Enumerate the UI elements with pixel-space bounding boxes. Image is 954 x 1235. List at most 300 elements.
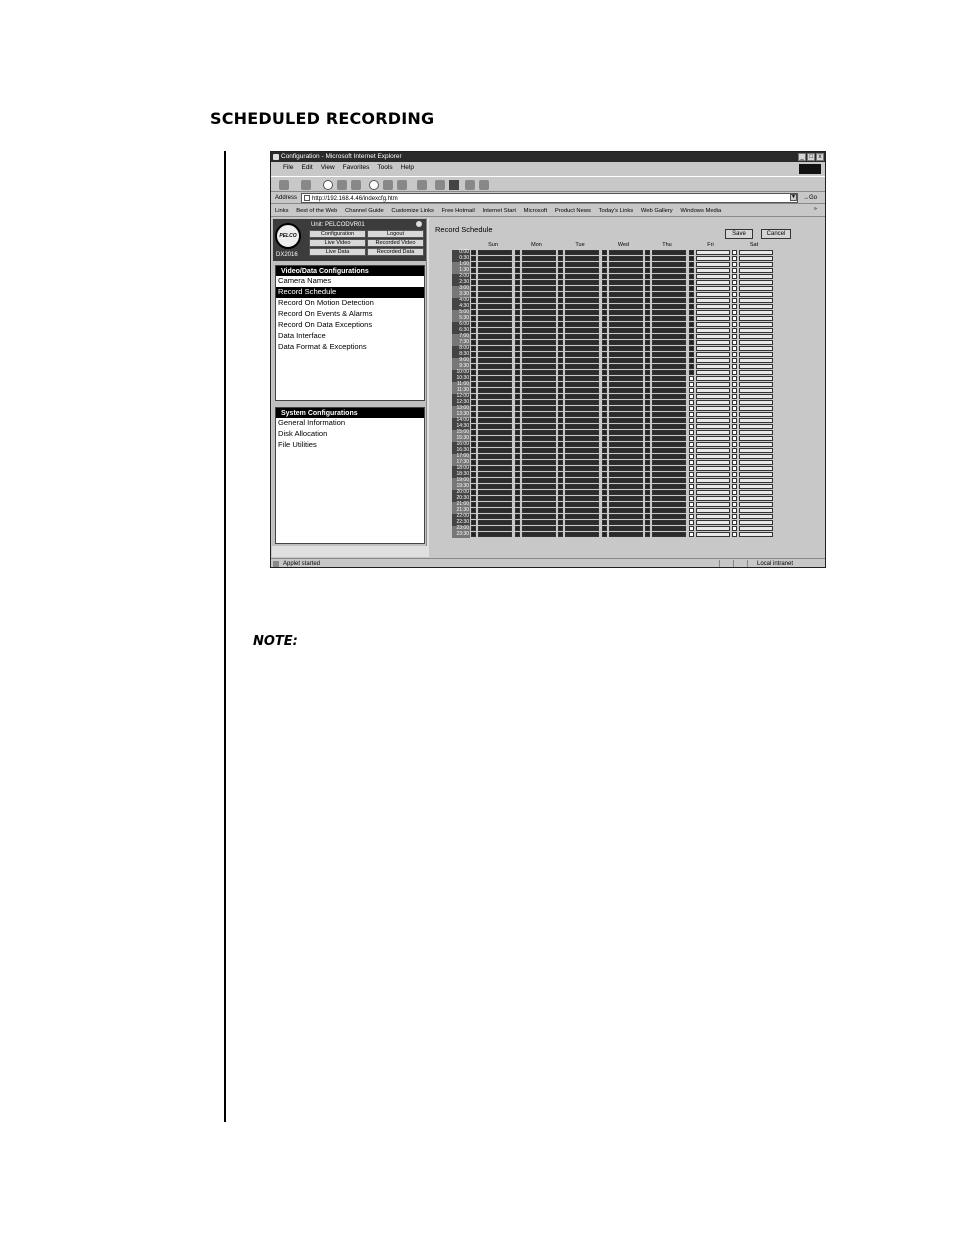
slot-checkbox[interactable]	[558, 472, 563, 477]
slot-checkbox[interactable]	[732, 340, 737, 345]
slot-bar[interactable]	[609, 454, 643, 459]
slot-bar[interactable]	[696, 268, 730, 273]
slot-bar[interactable]	[478, 346, 512, 351]
slot-bar[interactable]	[478, 352, 512, 357]
slot-checkbox[interactable]	[689, 418, 694, 423]
slot-bar[interactable]	[696, 394, 730, 399]
slot-checkbox[interactable]	[602, 256, 607, 261]
slot-checkbox[interactable]	[732, 484, 737, 489]
slot-checkbox[interactable]	[471, 460, 476, 465]
menu-view[interactable]: View	[320, 164, 335, 171]
slot-bar[interactable]	[565, 358, 599, 363]
slot-bar[interactable]	[696, 340, 730, 345]
slot-checkbox[interactable]	[732, 316, 737, 321]
slot-checkbox[interactable]	[602, 400, 607, 405]
slot-bar[interactable]	[522, 484, 556, 489]
slot-checkbox[interactable]	[689, 388, 694, 393]
slot-bar[interactable]	[565, 292, 599, 297]
slot-checkbox[interactable]	[732, 292, 737, 297]
slot-bar[interactable]	[652, 370, 686, 375]
slot-checkbox[interactable]	[602, 340, 607, 345]
slot-checkbox[interactable]	[471, 322, 476, 327]
slot-bar[interactable]	[565, 496, 599, 501]
slot-checkbox[interactable]	[515, 316, 520, 321]
slot-bar[interactable]	[696, 490, 730, 495]
slot-checkbox[interactable]	[515, 322, 520, 327]
slot-bar[interactable]	[522, 310, 556, 315]
slot-checkbox[interactable]	[602, 370, 607, 375]
slot-checkbox[interactable]	[689, 520, 694, 525]
slot-checkbox[interactable]	[689, 334, 694, 339]
slot-bar[interactable]	[652, 442, 686, 447]
slot-checkbox[interactable]	[689, 394, 694, 399]
slot-checkbox[interactable]	[515, 262, 520, 267]
slot-bar[interactable]	[478, 436, 512, 441]
slot-bar[interactable]	[696, 298, 730, 303]
slot-bar[interactable]	[739, 370, 773, 375]
slot-bar[interactable]	[565, 532, 599, 537]
slot-bar[interactable]	[652, 310, 686, 315]
slot-bar[interactable]	[739, 502, 773, 507]
slot-bar[interactable]	[739, 388, 773, 393]
slot-bar[interactable]	[522, 274, 556, 279]
slot-bar[interactable]	[609, 262, 643, 267]
menu-data-format[interactable]: Data Format & Exceptions	[278, 342, 367, 352]
slot-checkbox[interactable]	[471, 274, 476, 279]
slot-checkbox[interactable]	[645, 364, 650, 369]
slot-checkbox[interactable]	[558, 508, 563, 513]
slot-checkbox[interactable]	[558, 322, 563, 327]
slot-checkbox[interactable]	[732, 388, 737, 393]
slot-checkbox[interactable]	[471, 388, 476, 393]
slot-bar[interactable]	[609, 322, 643, 327]
slot-bar[interactable]	[609, 412, 643, 417]
slot-bar[interactable]	[565, 298, 599, 303]
slot-checkbox[interactable]	[515, 286, 520, 291]
slot-bar[interactable]	[652, 250, 686, 255]
slot-bar[interactable]	[609, 490, 643, 495]
favorites-icon[interactable]	[383, 180, 393, 190]
slot-bar[interactable]	[652, 358, 686, 363]
slot-bar[interactable]	[565, 250, 599, 255]
slot-checkbox[interactable]	[645, 310, 650, 315]
slot-checkbox[interactable]	[602, 304, 607, 309]
slot-checkbox[interactable]	[558, 424, 563, 429]
slot-bar[interactable]	[565, 388, 599, 393]
slot-checkbox[interactable]	[471, 466, 476, 471]
slot-checkbox[interactable]	[645, 508, 650, 513]
slot-bar[interactable]	[739, 310, 773, 315]
slot-checkbox[interactable]	[732, 358, 737, 363]
slot-bar[interactable]	[609, 496, 643, 501]
slot-bar[interactable]	[652, 412, 686, 417]
slot-bar[interactable]	[652, 484, 686, 489]
slot-bar[interactable]	[739, 334, 773, 339]
slot-checkbox[interactable]	[732, 460, 737, 465]
slot-checkbox[interactable]	[602, 424, 607, 429]
slot-bar[interactable]	[478, 274, 512, 279]
slot-bar[interactable]	[522, 304, 556, 309]
cancel-button[interactable]: Cancel	[761, 229, 791, 239]
slot-checkbox[interactable]	[471, 400, 476, 405]
slot-bar[interactable]	[652, 430, 686, 435]
slot-checkbox[interactable]	[515, 268, 520, 273]
slot-bar[interactable]	[652, 298, 686, 303]
slot-bar[interactable]	[478, 364, 512, 369]
slot-checkbox[interactable]	[471, 508, 476, 513]
slot-checkbox[interactable]	[645, 502, 650, 507]
slot-checkbox[interactable]	[645, 322, 650, 327]
slot-bar[interactable]	[739, 472, 773, 477]
slot-checkbox[interactable]	[602, 358, 607, 363]
slot-bar[interactable]	[565, 520, 599, 525]
slot-bar[interactable]	[565, 502, 599, 507]
link-channel-guide[interactable]: Channel Guide	[345, 208, 384, 214]
slot-checkbox[interactable]	[645, 340, 650, 345]
slot-checkbox[interactable]	[602, 334, 607, 339]
slot-checkbox[interactable]	[515, 448, 520, 453]
slot-checkbox[interactable]	[689, 304, 694, 309]
slot-bar[interactable]	[739, 262, 773, 267]
slot-bar[interactable]	[652, 322, 686, 327]
slot-checkbox[interactable]	[732, 532, 737, 537]
slot-checkbox[interactable]	[558, 400, 563, 405]
slot-bar[interactable]	[652, 478, 686, 483]
slot-checkbox[interactable]	[602, 448, 607, 453]
slot-checkbox[interactable]	[689, 262, 694, 267]
slot-bar[interactable]	[478, 316, 512, 321]
slot-checkbox[interactable]	[732, 496, 737, 501]
slot-bar[interactable]	[739, 316, 773, 321]
slot-checkbox[interactable]	[471, 424, 476, 429]
slot-checkbox[interactable]	[471, 262, 476, 267]
slot-checkbox[interactable]	[558, 532, 563, 537]
slot-checkbox[interactable]	[645, 490, 650, 495]
slot-checkbox[interactable]	[558, 250, 563, 255]
slot-checkbox[interactable]	[645, 436, 650, 441]
slot-bar[interactable]	[696, 508, 730, 513]
slot-checkbox[interactable]	[515, 394, 520, 399]
slot-bar[interactable]	[522, 334, 556, 339]
slot-checkbox[interactable]	[689, 328, 694, 333]
slot-checkbox[interactable]	[558, 502, 563, 507]
slot-checkbox[interactable]	[515, 496, 520, 501]
slot-checkbox[interactable]	[645, 406, 650, 411]
slot-bar[interactable]	[478, 508, 512, 513]
slot-checkbox[interactable]	[732, 442, 737, 447]
slot-checkbox[interactable]	[689, 298, 694, 303]
slot-checkbox[interactable]	[515, 490, 520, 495]
slot-checkbox[interactable]	[602, 412, 607, 417]
slot-checkbox[interactable]	[732, 412, 737, 417]
slot-checkbox[interactable]	[645, 328, 650, 333]
slot-bar[interactable]	[739, 292, 773, 297]
slot-checkbox[interactable]	[558, 382, 563, 387]
slot-checkbox[interactable]	[645, 394, 650, 399]
slot-checkbox[interactable]	[515, 532, 520, 537]
slot-bar[interactable]	[696, 364, 730, 369]
slot-checkbox[interactable]	[471, 376, 476, 381]
slot-checkbox[interactable]	[471, 490, 476, 495]
slot-checkbox[interactable]	[471, 484, 476, 489]
slot-bar[interactable]	[696, 484, 730, 489]
slot-checkbox[interactable]	[732, 454, 737, 459]
slot-checkbox[interactable]	[558, 310, 563, 315]
slot-checkbox[interactable]	[471, 268, 476, 273]
slot-bar[interactable]	[739, 364, 773, 369]
slot-bar[interactable]	[609, 418, 643, 423]
slot-checkbox[interactable]	[558, 286, 563, 291]
stop-icon[interactable]	[323, 180, 333, 190]
slot-checkbox[interactable]	[602, 388, 607, 393]
slot-bar[interactable]	[478, 454, 512, 459]
slot-checkbox[interactable]	[602, 376, 607, 381]
slot-bar[interactable]	[739, 304, 773, 309]
slot-bar[interactable]	[478, 304, 512, 309]
home-icon[interactable]	[351, 180, 361, 190]
slot-bar[interactable]	[609, 370, 643, 375]
slot-bar[interactable]	[565, 280, 599, 285]
slot-bar[interactable]	[478, 292, 512, 297]
slot-checkbox[interactable]	[515, 502, 520, 507]
link-windows-media[interactable]: Windows Media	[680, 208, 722, 214]
slot-bar[interactable]	[609, 376, 643, 381]
slot-bar[interactable]	[739, 442, 773, 447]
slot-checkbox[interactable]	[645, 472, 650, 477]
slot-checkbox[interactable]	[471, 436, 476, 441]
slot-checkbox[interactable]	[558, 496, 563, 501]
link-best-of-web[interactable]: Best of the Web	[296, 208, 338, 214]
slot-bar[interactable]	[609, 400, 643, 405]
slot-bar[interactable]	[478, 418, 512, 423]
slot-checkbox[interactable]	[732, 436, 737, 441]
slot-bar[interactable]	[696, 262, 730, 267]
slot-bar[interactable]	[652, 508, 686, 513]
slot-checkbox[interactable]	[471, 370, 476, 375]
slot-checkbox[interactable]	[689, 490, 694, 495]
slot-bar[interactable]	[739, 286, 773, 291]
slot-bar[interactable]	[522, 442, 556, 447]
slot-bar[interactable]	[478, 514, 512, 519]
slot-bar[interactable]	[565, 406, 599, 411]
slot-bar[interactable]	[478, 490, 512, 495]
slot-bar[interactable]	[696, 256, 730, 261]
slot-checkbox[interactable]	[645, 478, 650, 483]
slot-bar[interactable]	[652, 286, 686, 291]
slot-checkbox[interactable]	[602, 322, 607, 327]
slot-checkbox[interactable]	[645, 532, 650, 537]
messenger-icon[interactable]	[479, 180, 489, 190]
slot-bar[interactable]	[696, 334, 730, 339]
slot-bar[interactable]	[696, 472, 730, 477]
slot-bar[interactable]	[609, 394, 643, 399]
slot-bar[interactable]	[696, 322, 730, 327]
slot-bar[interactable]	[522, 508, 556, 513]
slot-checkbox[interactable]	[689, 256, 694, 261]
slot-bar[interactable]	[478, 412, 512, 417]
slot-checkbox[interactable]	[515, 436, 520, 441]
recorded-video-button[interactable]: Recorded Video	[367, 239, 424, 247]
slot-checkbox[interactable]	[645, 520, 650, 525]
slot-checkbox[interactable]	[602, 484, 607, 489]
slot-bar[interactable]	[565, 310, 599, 315]
slot-checkbox[interactable]	[645, 370, 650, 375]
slot-checkbox[interactable]	[558, 256, 563, 261]
slot-checkbox[interactable]	[471, 520, 476, 525]
slot-bar[interactable]	[478, 394, 512, 399]
slot-checkbox[interactable]	[558, 376, 563, 381]
slot-bar[interactable]	[609, 364, 643, 369]
slot-bar[interactable]	[739, 532, 773, 537]
slot-bar[interactable]	[478, 466, 512, 471]
slot-checkbox[interactable]	[515, 514, 520, 519]
slot-checkbox[interactable]	[471, 298, 476, 303]
slot-bar[interactable]	[565, 430, 599, 435]
slot-checkbox[interactable]	[645, 484, 650, 489]
slot-checkbox[interactable]	[515, 424, 520, 429]
slot-bar[interactable]	[696, 532, 730, 537]
slot-checkbox[interactable]	[602, 490, 607, 495]
slot-bar[interactable]	[478, 502, 512, 507]
slot-checkbox[interactable]	[645, 280, 650, 285]
slot-checkbox[interactable]	[645, 418, 650, 423]
slot-checkbox[interactable]	[515, 400, 520, 405]
slot-bar[interactable]	[739, 394, 773, 399]
slot-bar[interactable]	[522, 298, 556, 303]
slot-checkbox[interactable]	[732, 364, 737, 369]
slot-bar[interactable]	[478, 358, 512, 363]
live-video-button[interactable]: Live Video	[309, 239, 366, 247]
address-dropdown-icon[interactable]: ▼	[791, 194, 796, 200]
slot-bar[interactable]	[652, 292, 686, 297]
slot-bar[interactable]	[478, 526, 512, 531]
slot-checkbox[interactable]	[645, 454, 650, 459]
slot-bar[interactable]	[652, 328, 686, 333]
link-web-gallery[interactable]: Web Gallery	[640, 208, 673, 214]
slot-checkbox[interactable]	[515, 442, 520, 447]
slot-checkbox[interactable]	[645, 316, 650, 321]
slot-bar[interactable]	[565, 346, 599, 351]
slot-bar[interactable]	[739, 280, 773, 285]
slot-checkbox[interactable]	[515, 418, 520, 423]
slot-bar[interactable]	[478, 376, 512, 381]
slot-checkbox[interactable]	[558, 370, 563, 375]
slot-bar[interactable]	[522, 424, 556, 429]
slot-checkbox[interactable]	[558, 274, 563, 279]
slot-checkbox[interactable]	[558, 406, 563, 411]
slot-checkbox[interactable]	[689, 508, 694, 513]
slot-checkbox[interactable]	[645, 292, 650, 297]
slot-bar[interactable]	[522, 280, 556, 285]
slot-bar[interactable]	[522, 436, 556, 441]
slot-bar[interactable]	[652, 436, 686, 441]
slot-checkbox[interactable]	[471, 442, 476, 447]
slot-checkbox[interactable]	[471, 346, 476, 351]
slot-bar[interactable]	[652, 364, 686, 369]
links-more-icon[interactable]: »	[813, 206, 817, 212]
slot-checkbox[interactable]	[732, 310, 737, 315]
slot-checkbox[interactable]	[689, 532, 694, 537]
slot-checkbox[interactable]	[645, 268, 650, 273]
slot-bar[interactable]	[652, 256, 686, 261]
slot-checkbox[interactable]	[602, 430, 607, 435]
slot-checkbox[interactable]	[732, 430, 737, 435]
slot-bar[interactable]	[652, 526, 686, 531]
slot-bar[interactable]	[652, 490, 686, 495]
slot-bar[interactable]	[522, 352, 556, 357]
slot-checkbox[interactable]	[645, 400, 650, 405]
slot-bar[interactable]	[609, 346, 643, 351]
slot-checkbox[interactable]	[515, 280, 520, 285]
slot-bar[interactable]	[696, 430, 730, 435]
slot-checkbox[interactable]	[558, 520, 563, 525]
slot-checkbox[interactable]	[515, 388, 520, 393]
slot-checkbox[interactable]	[471, 334, 476, 339]
slot-checkbox[interactable]	[732, 352, 737, 357]
slot-checkbox[interactable]	[732, 490, 737, 495]
slot-checkbox[interactable]	[732, 520, 737, 525]
slot-bar[interactable]	[478, 334, 512, 339]
slot-bar[interactable]	[565, 490, 599, 495]
slot-bar[interactable]	[478, 370, 512, 375]
slot-bar[interactable]	[478, 430, 512, 435]
slot-bar[interactable]	[522, 448, 556, 453]
slot-bar[interactable]	[739, 436, 773, 441]
slot-checkbox[interactable]	[558, 412, 563, 417]
slot-checkbox[interactable]	[558, 394, 563, 399]
slot-bar[interactable]	[522, 400, 556, 405]
slot-checkbox[interactable]	[732, 346, 737, 351]
slot-checkbox[interactable]	[558, 418, 563, 423]
slot-bar[interactable]	[565, 340, 599, 345]
slot-checkbox[interactable]	[689, 412, 694, 417]
link-internet-start[interactable]: Internet Start	[482, 208, 516, 214]
slot-checkbox[interactable]	[645, 358, 650, 363]
slot-checkbox[interactable]	[471, 382, 476, 387]
slot-bar[interactable]	[652, 496, 686, 501]
slot-bar[interactable]	[652, 466, 686, 471]
slot-bar[interactable]	[478, 298, 512, 303]
slot-bar[interactable]	[696, 388, 730, 393]
slot-bar[interactable]	[478, 268, 512, 273]
slot-bar[interactable]	[739, 274, 773, 279]
slot-checkbox[interactable]	[515, 520, 520, 525]
slot-checkbox[interactable]	[471, 364, 476, 369]
slot-bar[interactable]	[696, 466, 730, 471]
slot-bar[interactable]	[565, 454, 599, 459]
menu-record-on-motion[interactable]: Record On Motion Detection	[278, 298, 374, 308]
slot-checkbox[interactable]	[558, 364, 563, 369]
slot-checkbox[interactable]	[602, 292, 607, 297]
menu-file-utilities[interactable]: File Utilities	[278, 440, 317, 450]
slot-bar[interactable]	[696, 382, 730, 387]
slot-checkbox[interactable]	[645, 352, 650, 357]
slot-bar[interactable]	[565, 436, 599, 441]
slot-bar[interactable]	[565, 286, 599, 291]
slot-checkbox[interactable]	[558, 304, 563, 309]
slot-bar[interactable]	[739, 382, 773, 387]
slot-bar[interactable]	[739, 400, 773, 405]
slot-bar[interactable]	[522, 454, 556, 459]
slot-checkbox[interactable]	[732, 508, 737, 513]
slot-checkbox[interactable]	[602, 316, 607, 321]
slot-checkbox[interactable]	[645, 382, 650, 387]
slot-bar[interactable]	[652, 340, 686, 345]
slot-bar[interactable]	[565, 394, 599, 399]
slot-checkbox[interactable]	[471, 358, 476, 363]
slot-checkbox[interactable]	[558, 316, 563, 321]
save-button[interactable]: Save	[725, 229, 753, 239]
